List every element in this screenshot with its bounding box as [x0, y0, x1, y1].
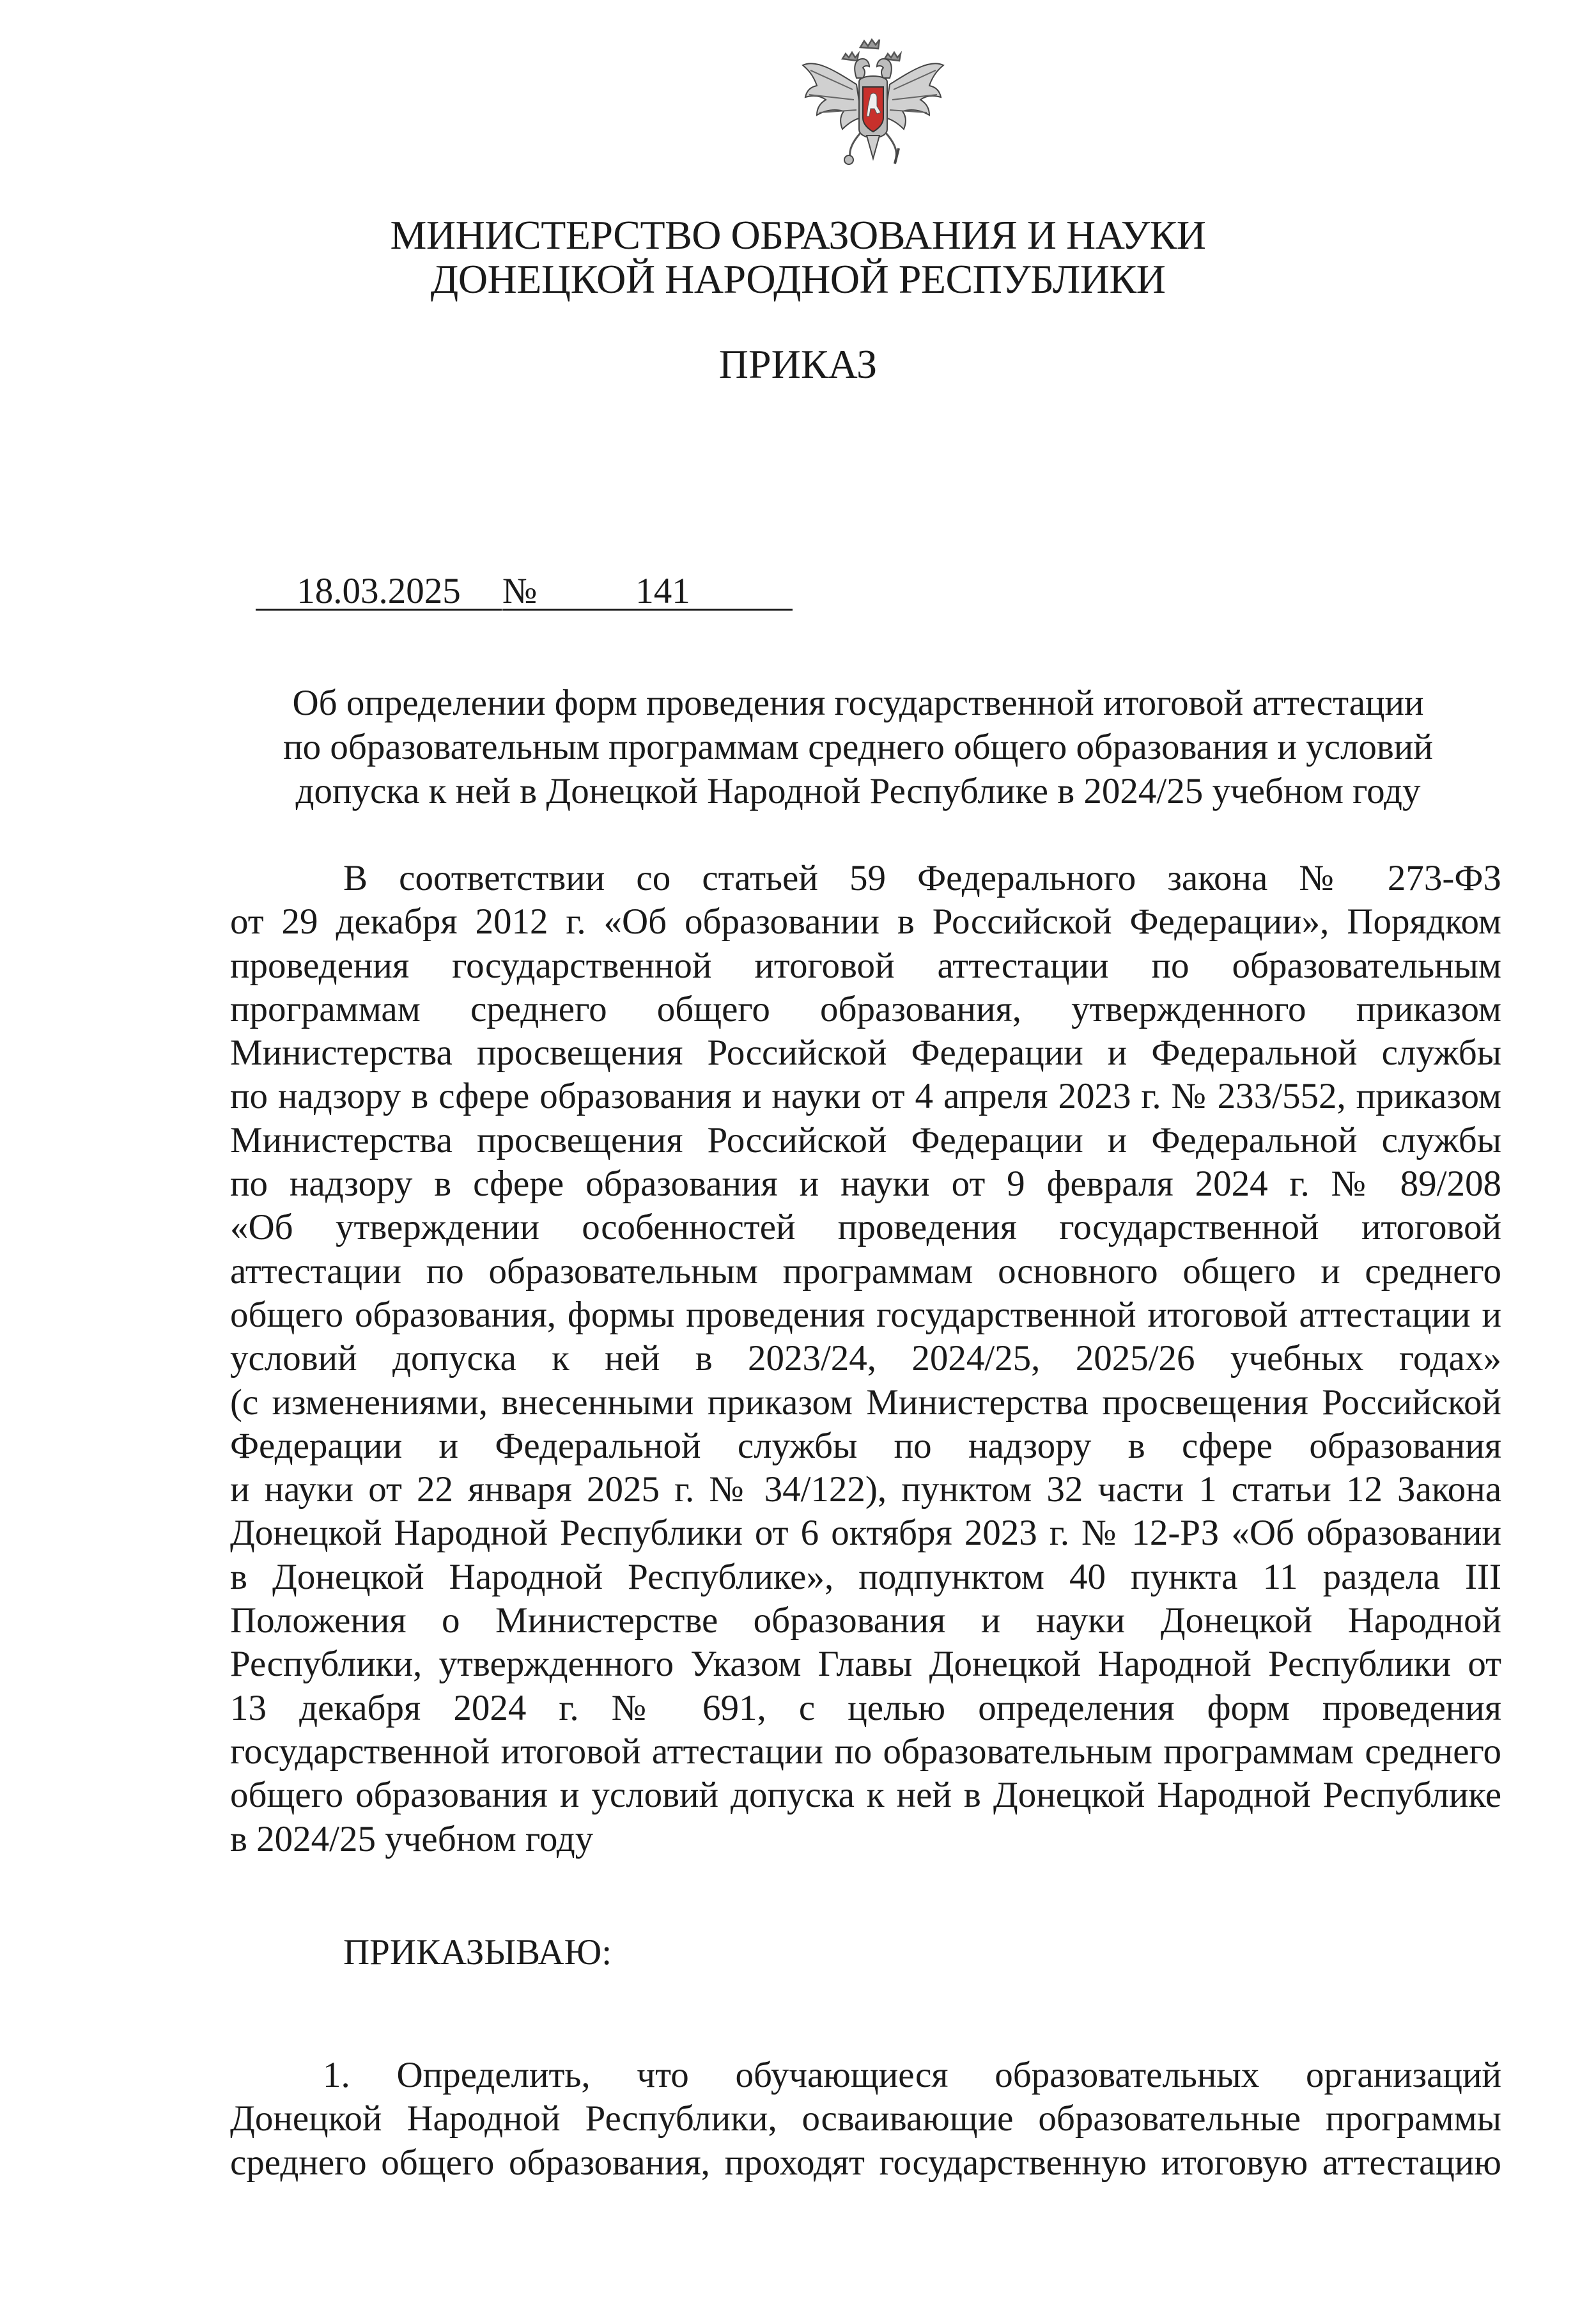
- order-directive: ПРИКАЗЫВАЮ:: [343, 1932, 612, 1972]
- preamble-line: по надзору в сфере образования и науки от 9 февраля 2024 г. № 89/208: [230, 1164, 1501, 1205]
- preamble-line: и науки от 22 января 2025 г. № 34/122), пунктом 32 части 1 статьи 12 Закона: [230, 1469, 1501, 1510]
- order-date: 18.03.2025: [256, 569, 502, 611]
- title-line: допуска к ней в Донецкой Народной Республике в 2024/25 учебном году: [295, 771, 1421, 811]
- title-line: по образовательным программам среднего общего образования и условий: [283, 727, 1433, 767]
- preamble-line: 13 декабря 2024 г. № 691, с целью определения форм проведения: [230, 1687, 1501, 1728]
- preamble-line: Республики, утвержденного Указом Главы Донецкой Народной Республики от: [230, 1644, 1501, 1685]
- preamble-line: по надзору в сфере образования и науки от 4 апреля 2023 г. № 233/552, приказом: [230, 1076, 1501, 1117]
- preamble-line: Министерства просвещения Российской Федерации и Федеральной службы: [230, 1033, 1501, 1073]
- document-type: ПРИКАЗ: [718, 341, 878, 387]
- preamble-line: в 2024/25 учебном году: [230, 1818, 594, 1859]
- preamble-line: «Об утверждении особенностей проведения государственной итоговой: [230, 1207, 1501, 1248]
- order-item-1: [230, 2054, 1501, 2185]
- item-line: среднего общего образования, проходят государственную итоговую аттестацию: [230, 2142, 1501, 2183]
- preamble-line: в Донецкой Народной Республике», подпунктом 40 пункта 11 раздела III: [230, 1556, 1501, 1597]
- item-line: Донецкой Народной Республики, осваивающие образовательные программы: [230, 2098, 1501, 2139]
- preamble-line: программам среднего общего образования, утвержденного приказом: [230, 988, 1501, 1029]
- order-number: 141: [533, 569, 793, 611]
- preamble-line: государственной итоговой аттестации по образовательным программам среднего: [230, 1731, 1501, 1772]
- preamble-line: общего образования и условий допуска к ней в Донецкой Народной Республике: [230, 1775, 1501, 1816]
- title-line: Об определении форм проведения государственной итоговой аттестации: [292, 683, 1424, 723]
- preamble-line: Донецкой Народной Республики от 6 октября 2023 г. № 12-РЗ «Об образовании: [230, 1513, 1501, 1554]
- preamble-line: Министерства просвещения Российской Федерации и Федеральной службы: [230, 1120, 1501, 1160]
- preamble-line: общего образования, формы проведения государственной итоговой аттестации и: [230, 1294, 1501, 1335]
- preamble-line: (с изменениями, внесенными приказом Министерства просвещения Российской: [230, 1382, 1501, 1423]
- preamble-line: Положения о Министерстве образования и науки Донецкой Народной: [230, 1600, 1501, 1641]
- ministry-heading: [0, 213, 1596, 301]
- preamble-line: В соответствии со статьей 59 Федерального закона № 273-ФЗ: [343, 858, 1501, 898]
- preamble-line: аттестации по образовательным программам основного общего и среднего: [230, 1251, 1501, 1292]
- preamble-line: от 29 декабря 2012 г. «Об образовании в Российской Федерации», Порядком: [230, 902, 1501, 942]
- dnr-coat-of-arms-icon: [798, 33, 949, 184]
- preamble-line: условий допуска к ней в 2023/24, 2024/25, 2025/26 учебных годах»: [230, 1338, 1501, 1379]
- order-title: [230, 681, 1486, 813]
- number-sign: №: [502, 569, 533, 611]
- ministry-line-2: ДОНЕЦКОЙ НАРОДНОЙ РЕСПУБЛИКИ: [430, 256, 1166, 302]
- ministry-line-1: МИНИСТЕРСТВО ОБРАЗОВАНИЯ И НАУКИ: [390, 212, 1206, 258]
- preamble-paragraph: [230, 857, 1501, 1861]
- preamble-line: Федерации и Федеральной службы по надзору в сфере образования: [230, 1425, 1501, 1466]
- preamble-line: проведения государственной итоговой аттестации по образовательным: [230, 945, 1501, 986]
- item-line: 1. Определить, что обучающиеся образовательных организаций: [323, 2055, 1501, 2095]
